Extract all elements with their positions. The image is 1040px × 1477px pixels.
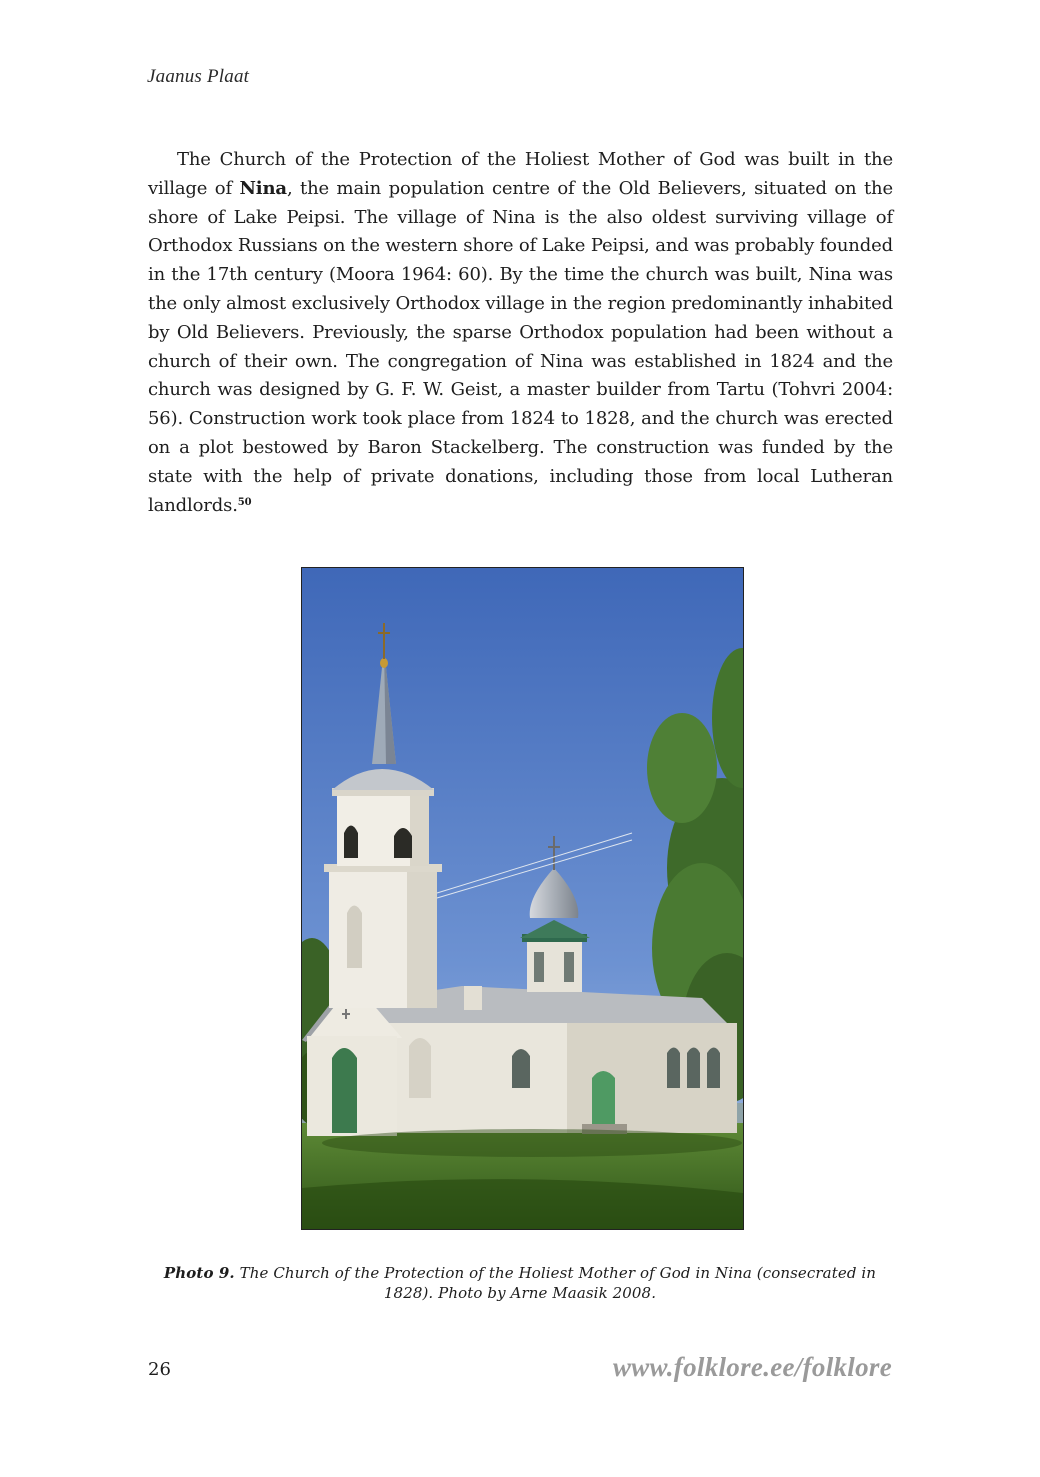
photo-caption [150,1263,890,1303]
caption-text: The Church of the Protection of the Holiest Mother of God in Nina (consecrated in 1828). Photo by Arne Maasik 2008. [234,1264,877,1302]
dome-cross-v [553,836,555,870]
drum-window-2 [564,952,574,982]
church-shadow [322,1129,742,1157]
page-number: 26 [148,1359,171,1380]
tower-lower-window [347,906,362,969]
nave-window-1 [409,1038,431,1098]
dome-cross-h [548,846,560,848]
church-illustration [302,568,743,1229]
church-photo [301,567,744,1230]
side-door [592,1071,615,1126]
paragraph-text-rest: , the main population centre of the Old Believers, situated on the shore of Lake Peipsi. The village of Nina is the also oldest surviving village of Orthodox Russians on the western shore of Lake Peipsi, and was probably founded in the 17th century (Moora 1964: 60). By the time the church was built, Nina was the only almost exclusively Orthodox village in the region predominantly inhabited by Old Believers. Previously, the sparse Orthodox population had been without a church of their own. The congregation of Nina was established in 1824 and the church was designed by G. F. W. Geist, a master builder from Tartu (Tohvri 2004: 56). Construction work took place from 1824 to 1828, and the church was erected on a plot bestowed by Baron Stackelberg. The construction was funded by the state with the help of private donations, including those from local Lutheran landlords. [148,177,893,516]
paragraph-text-start: The Church of the Protection of the Holiest Mother of God was built in the village of [148,149,893,199]
belfry-window-right [394,828,412,858]
footer-site-url[interactable]: www.folklore.ee/folklore [612,1352,892,1382]
porch-door [332,1048,357,1133]
drum-window-1 [534,952,544,982]
spire-cross-v [383,623,385,659]
nave-window-2 [512,1049,530,1088]
spire-orb [380,658,388,668]
nave-window-5 [707,1048,720,1089]
lawn-shadow [302,1179,743,1229]
body-paragraph [148,146,893,520]
belfry-window-left [344,826,358,859]
tower-upper-shade [410,794,429,866]
caption-label: Photo 9. [163,1264,235,1282]
spire-cross-h [378,632,390,634]
nave-window-4 [687,1048,700,1089]
porch-cross-v [345,1009,347,1019]
footnote-reference[interactable]: 50 [237,496,252,508]
nave-window-3 [667,1048,680,1089]
bold-place-name: Nina [239,177,287,199]
running-head-author: Jaanus Plaat [147,66,250,87]
tower-lower-shade [407,870,437,1008]
chimney [464,986,482,1010]
